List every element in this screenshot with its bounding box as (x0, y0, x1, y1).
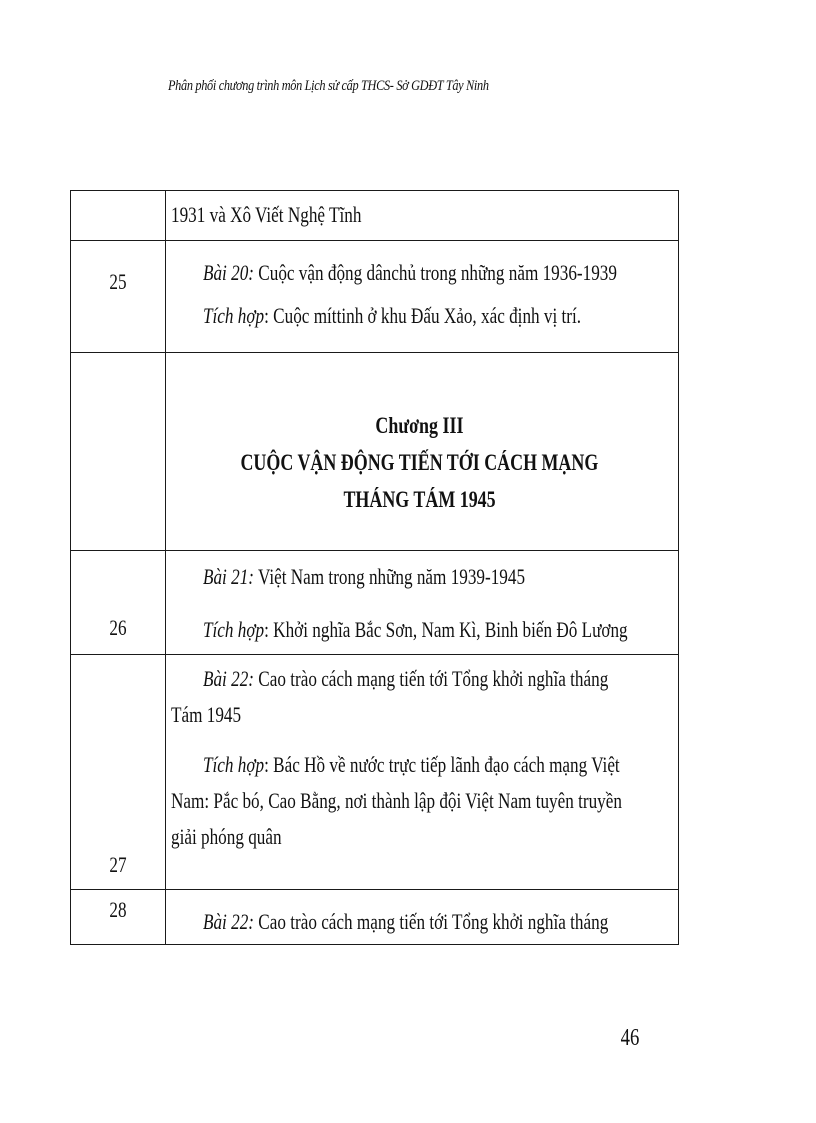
page-number: 46 (620, 1025, 640, 1051)
lesson-number-cell (71, 353, 166, 551)
integration-label: Tích hợp (203, 752, 265, 777)
lesson-label: Bài 20: (203, 260, 255, 285)
table-row (71, 191, 679, 241)
integration-text: : Bác Hồ về nước trực tiếp lãnh đạo cách mạng Việt (264, 752, 620, 777)
lesson-label: Bài 22: (203, 666, 255, 691)
lesson-number-cell (71, 655, 166, 890)
lesson-text: 1931 và Xô Viết Nghệ Tĩnh (171, 202, 362, 227)
integration-label: Tích hợp (203, 303, 265, 328)
lesson-number: 28 (109, 897, 127, 922)
chapter-title-line: THÁNG TÁM 1945 (343, 487, 496, 512)
table-row (71, 551, 679, 655)
lesson-number-cell (71, 241, 166, 353)
program-table (70, 190, 679, 945)
integration-text-cont: giải phóng quân (171, 824, 282, 849)
lesson-number-cell (71, 890, 166, 945)
lesson-title: Cao trào cách mạng tiến tới Tổng khởi nghĩa tháng (254, 666, 609, 691)
integration-text-cont: Nam: Pắc bó, Cao Bằng, nơi thành lập đội Việt Nam tuyên truyền (171, 788, 622, 813)
lesson-title: Việt Nam trong những năm 1939-1945 (254, 564, 526, 589)
table-row (71, 241, 679, 353)
table-row (71, 353, 679, 551)
page-header: Phân phối chương trình môn Lịch sử cấp THCS- Sở GDĐT Tây Ninh (168, 78, 489, 94)
table-row (71, 890, 679, 945)
chapter-label: Chương III (375, 413, 464, 438)
lesson-content-cell (166, 241, 679, 353)
lesson-number: 25 (109, 269, 127, 294)
lesson-number: 26 (109, 615, 127, 640)
lesson-title: Cuộc vận động dânchủ trong những năm 1936-1939 (254, 260, 617, 285)
lesson-label: Bài 22: (203, 909, 255, 934)
lesson-title: Cao trào cách mạng tiến tới Tổng khởi nghĩa tháng (254, 909, 609, 934)
chapter-heading-cell (166, 353, 679, 551)
lesson-number-cell (71, 551, 166, 655)
lesson-content-cell (166, 551, 679, 655)
integration-text: : Khởi nghĩa Bắc Sơn, Nam Kì, Binh biến Đô Lương (264, 617, 628, 642)
lesson-number: 27 (109, 852, 127, 877)
chapter-title-line: CUỘC VẬN ĐỘNG TIẾN TỚI CÁCH MẠNG (240, 450, 599, 475)
table-row (71, 655, 679, 890)
integration-text: : Cuộc míttinh ở khu Đấu Xảo, xác định vị trí. (264, 303, 582, 328)
lesson-title-cont: Tám 1945 (171, 702, 242, 727)
lesson-label: Bài 21: (203, 564, 255, 589)
lesson-number-cell (71, 191, 166, 241)
integration-label: Tích hợp (203, 617, 265, 642)
lesson-content-cell (166, 191, 679, 241)
lesson-content-cell (166, 890, 679, 945)
lesson-content-cell (166, 655, 679, 890)
